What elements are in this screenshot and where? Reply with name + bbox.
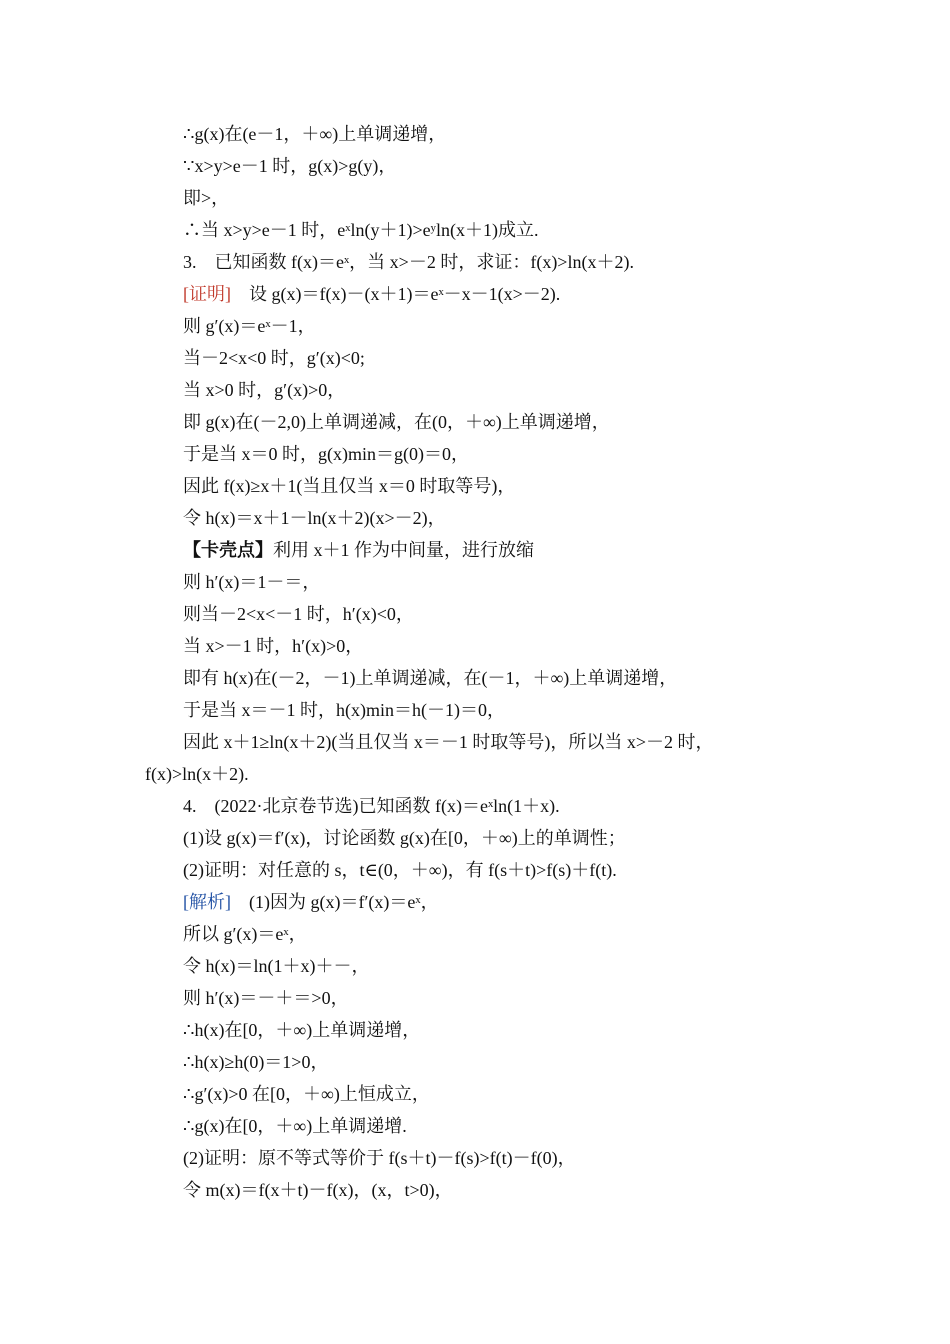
text-line: 则当－2<x<－1 时，h′(x)<0， bbox=[183, 604, 414, 624]
text-line: 令 h(x)＝x＋1－ln(x＋2)(x>－2)， bbox=[183, 508, 446, 528]
text-line: ∴g(x)在[0，＋∞)上单调递增. bbox=[183, 1116, 407, 1136]
text-line: 因此 f(x)≥x＋1(当且仅当 x＝0 时取等号)， bbox=[183, 476, 516, 496]
key-point-tag: 【卡壳点】 bbox=[183, 540, 273, 560]
text-line: 即 g(x)在(－2,0)上单调递减，在(0，＋∞)上单调递增， bbox=[183, 412, 610, 432]
text-line: 所以 g′(x)＝eˣ， bbox=[183, 924, 307, 944]
text-line: 则 g′(x)＝eˣ－1， bbox=[183, 316, 316, 336]
text-line: 即>， bbox=[183, 188, 230, 208]
text-line: ∴h(x)≥h(0)＝1>0， bbox=[183, 1052, 329, 1072]
text-span: 利用 x＋1 作为中间量，进行放缩 bbox=[273, 540, 534, 560]
text-line: 则 h′(x)＝－＋＝>0， bbox=[183, 988, 349, 1008]
text-span: (1)因为 g(x)＝f′(x)＝eˣ， bbox=[231, 892, 439, 912]
text-line: f(x)>ln(x＋2). bbox=[145, 764, 249, 784]
text-line: (2)证明：对任意的 s，t∈(0，＋∞)，有 f(s＋t)>f(s)＋f(t). bbox=[183, 860, 617, 880]
text-line: 因此 x＋1≥ln(x＋2)(当且仅当 x＝－1 时取等号)，所以当 x>－2 时， bbox=[183, 732, 714, 752]
proof-line bbox=[183, 282, 560, 306]
text-line: 当 x>0 时，g′(x)>0， bbox=[183, 380, 346, 400]
text-line: 当 x>－1 时，h′(x)>0， bbox=[183, 636, 364, 656]
text-line: 当－2<x<0 时，g′(x)<0; bbox=[183, 348, 365, 368]
solution-line bbox=[183, 890, 439, 914]
text-line: (1)设 g(x)＝f′(x)，讨论函数 g(x)在[0，＋∞)上的单调性； bbox=[183, 828, 626, 848]
text-line: 于是当 x＝－1 时，h(x)min＝h(－1)＝0， bbox=[183, 700, 505, 720]
text-line: ∴g′(x)>0 在[0，＋∞)上恒成立， bbox=[183, 1084, 430, 1104]
text-line: 于是当 x＝0 时，g(x)min＝g(0)＝0， bbox=[183, 444, 469, 464]
problem-3-statement: 3. 已知函数 f(x)＝eˣ，当 x>－2 时，求证：f(x)>ln(x＋2). bbox=[183, 252, 634, 272]
text-line: ∴当 x>y>e－1 时，eˣln(y＋1)>eʸln(x＋1)成立. bbox=[183, 220, 539, 240]
text-line: ∴g(x)在(e－1，＋∞)上单调递增， bbox=[183, 124, 447, 144]
proof-tag: [证明] bbox=[183, 284, 231, 304]
text-line: ∴h(x)在[0，＋∞)上单调递增， bbox=[183, 1020, 421, 1040]
text-line: 则 h′(x)＝1－＝， bbox=[183, 572, 321, 592]
problem-4-statement: 4. (2022·北京卷节选)已知函数 f(x)＝eˣln(1＋x). bbox=[183, 796, 560, 816]
text-line: 即有 h(x)在(－2，－1)上单调递减，在(－1，＋∞)上单调递增， bbox=[183, 668, 678, 688]
text-line: (2)证明：原不等式等价于 f(s＋t)－f(s)>f(t)－f(0)， bbox=[183, 1148, 576, 1168]
key-point-line bbox=[183, 538, 534, 562]
text-span: 设 g(x)＝f(x)－(x＋1)＝eˣ－x－1(x>－2). bbox=[231, 284, 561, 304]
text-line: 令 h(x)＝ln(1＋x)＋－， bbox=[183, 956, 370, 976]
text-line: ∵x>y>e－1 时，g(x)>g(y)， bbox=[183, 156, 397, 176]
text-line: 令 m(x)＝f(x＋t)－f(x)，(x，t>0)， bbox=[183, 1180, 453, 1200]
solution-tag: [解析] bbox=[183, 892, 231, 912]
